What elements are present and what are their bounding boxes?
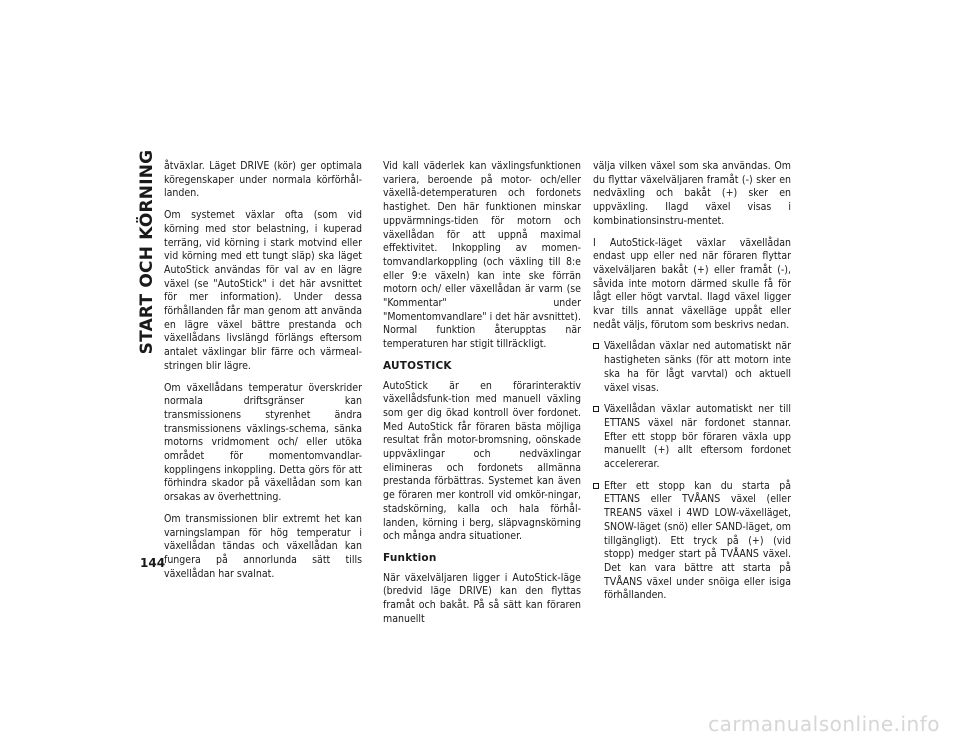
bullet-item xyxy=(593,480,791,603)
bullet-item xyxy=(593,340,791,395)
bullet-text: Växellådan växlar ned automatiskt när hastigheten sänks (för att motorn inte ska ha för lågt varvtal) och aktuell växel visas. xyxy=(604,340,791,394)
column1-paragraph-4: Om transmissionen blir extremt het kan varningslampan för hög temperatur i växellådan tändas och växellådan kan fungera på annorlunda sätt tills växellådan har svalnat. xyxy=(164,512,362,580)
text-column-2 xyxy=(383,160,581,635)
text-column-3 xyxy=(593,160,791,611)
bullet-item xyxy=(593,403,791,472)
column2-paragraph-3: När växelväljaren ligger i AutoStick-läge (bredvid läge DRIVE) kan den flyttas framåt och bakåt. På så sätt kan föraren manuellt xyxy=(383,571,581,625)
column2-paragraph-2: AutoStick är en förarinteraktiv växellådsfunk-tion med manuell växling som ger dig ökad kontroll över fordonet. Med AutoStick får föraren bästa möjliga resultat från motor-bromsning, oönskade uppväxlingar och nedväxlingar elimineras och fordonets allmänna prestanda förbättras. Systemet kan även ge föraren mer kontroll vid omkör-ningar, stadskörning, kalla och hala förhål-landen, körning i berg, släpvagnskörning och många andra situationer. xyxy=(383,379,581,543)
column3-paragraph-2: I AutoStick-läget växlar växellådan endast upp eller ned när föraren flyttar växelväljaren bakåt (+) eller framåt (-), såvida inte motorn därmed skulle få för lågt eller högt varvtal. Ilagd växel ligger kvar tills annat växelläge uppåt eller nedåt väljs, förutom som beskrivs nedan. xyxy=(593,236,791,331)
square-bullet-icon xyxy=(593,343,599,349)
square-bullet-icon xyxy=(593,406,599,412)
section-tab xyxy=(136,149,158,355)
page-number: 144 xyxy=(140,556,166,570)
text-column-1 xyxy=(164,160,362,589)
column3-paragraph-1: välja vilken växel som ska användas. Om du flyttar växelväljaren framåt (-) sker en nedväxling och bakåt (+) sker en uppväxling. Ilagd växel visas i kombinationsinstru-mentet. xyxy=(593,160,791,227)
bullet-text: Efter ett stopp kan du starta på ETTANS eller TVÅANS växel (eller TREANS växel i 4WD LOW-växelläget, SNOW-läget (snö) eller SAND-läget, om tillgängligt). Ett tryck på (+) (vid stopp) medger start på TVÅANS växel. Det kan vara bättre att starta på TVÅANS växel under snöiga eller isiga förhållanden. xyxy=(604,479,791,602)
section-tab-label: START OCH KÖRNING xyxy=(137,149,157,355)
square-bullet-icon xyxy=(593,483,599,489)
heading-autostick: AUTOSTICK xyxy=(383,359,452,372)
column2-paragraph-1: Vid kall väderlek kan växlingsfunktionen variera, beroende på motor- och/eller växellå-detemperaturen och fordonets hastighet. Den här funktionen minskar uppvärmnings-tiden för motorn och växellådan för att uppnå maximal effektivitet. Inkoppling av momen-tomvandlarkoppling (och växling till 8:e eller 9:e växeln) kan inte ske förrän motorn och/ eller växellådan är varm (se "Kommentar" under "Momentomvandlare" i det här avsnittet). Normal funktion återupptas när temperaturen har stigit tillräckligt. xyxy=(383,160,581,351)
watermark: carmanualsonline.info xyxy=(708,712,940,736)
heading-funktion: Funktion xyxy=(383,551,437,564)
column1-paragraph-1: åtväxlar. Läget DRIVE (kör) ger optimala köregenskaper under normala körförhål-landen. xyxy=(164,160,362,200)
column1-paragraph-2: Om systemet växlar ofta (som vid körning med stor belastning, i kuperad terräng, vid körning i stark motvind eller vid körning med ett tungt släp) ska läget AutoStick användas för val av en lägre växel (se "AutoStick" i det här avsnittet för mer information). Under dessa förhållanden får man genom att använda en lägre växel bättre prestanda och växellådans livslängd förlängs eftersom antalet växlingar blir färre och värmeal-stringen blir lägre. xyxy=(164,209,362,372)
column1-paragraph-3: Om växellådans temperatur överskrider normala driftsgränser kan transmissionens styrenhet ändra transmissionens växlings-schema, sänka motorns vridmoment och/ eller utöka området för momentomvandlar-kopplingens inkoppling. Detta görs för att förhindra skador på växellådan som kan orsakas av överhettning. xyxy=(164,381,362,504)
bullet-text: Växellådan växlar automatiskt ner till ETTANS växel när fordonet stannar. Efter ett stopp bör föraren växla upp manuellt (+) allt eftersom fordonet accelererar. xyxy=(604,403,791,471)
bullet-list xyxy=(593,340,791,603)
